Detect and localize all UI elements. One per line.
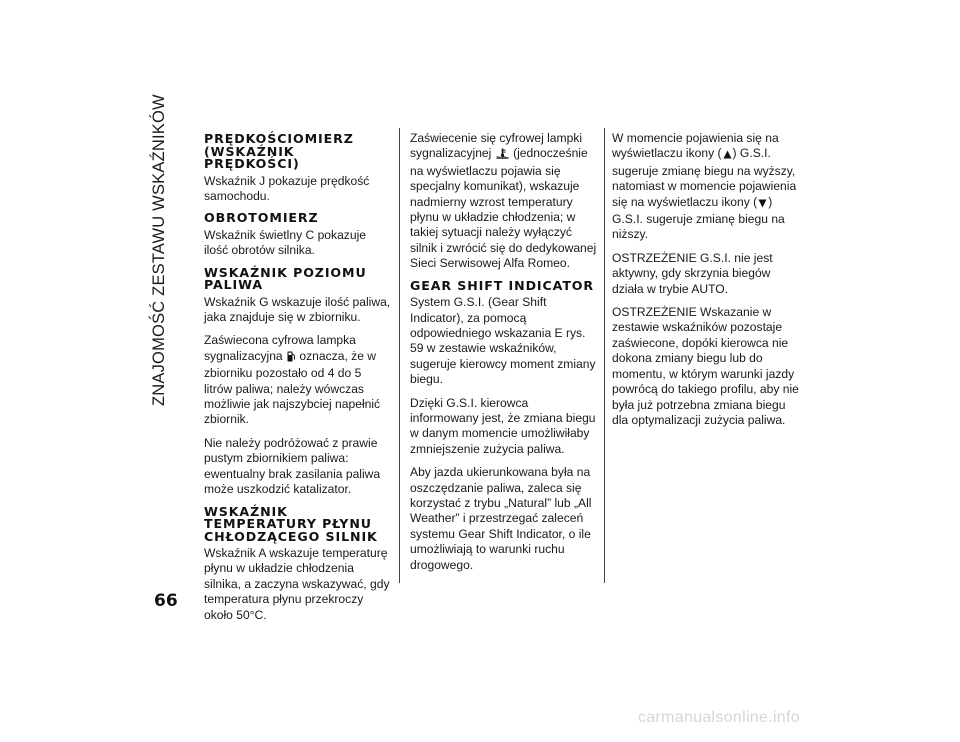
paragraph: Dzięki G.S.I. kierowca informowany jest, że zmiana biegu w danym momencie umożliwiłaby zmniejszenie zużycia paliwa. <box>410 395 596 456</box>
heading-coolant-temperature: WSKAŹNIK TEMPERATURY PŁYNU CHŁODZĄCEGO SILNIK <box>204 503 378 544</box>
fuel-pump-icon <box>287 351 295 366</box>
heading-rev-counter: OBROTOMIERZ <box>204 210 319 226</box>
paragraph <box>612 131 802 243</box>
coolant-temperature-icon <box>496 148 509 163</box>
text-run: W momencie pojawienia się na wyświetlaczu ikony ( <box>612 131 779 161</box>
paragraph: Aby jazda ukierunkowana była na oszczędzanie paliwa, zaleca się korzystać z trybu „Natural” lub „All Weather” i przestrzegać zaleceń systemu Gear Shift Indicator, o ile umożliwiają to warunki ruchu drogowego. <box>410 465 592 572</box>
column-2 <box>410 131 598 581</box>
column-1 <box>204 131 391 631</box>
heading-gear-shift-indicator: GEAR SHIFT INDICATOR <box>410 277 595 293</box>
column-divider <box>399 128 400 583</box>
chapter-title-text: ZNAJOMOŚĆ ZESTAWU WSKAŹNIKÓW <box>150 94 168 406</box>
paragraph: System G.S.I. (Gear Shift Indicator), za pomocą odpowiedniego wskazania E rys. 59 w zestawie wskaźników, sugeruje kierowcy moment zmiany biegu. <box>410 295 596 387</box>
text-run: Zaświecona cyfrowa lampka sygnalizacyjna <box>204 333 356 363</box>
heading-fuel-gauge: WSKAŹNIK POZIOMU PALIWA <box>204 264 367 293</box>
shift-down-arrow-icon <box>758 197 767 212</box>
shift-up-arrow-icon <box>723 148 732 163</box>
paragraph <box>204 333 391 427</box>
paragraph: OSTRZEŻENIE Wskazanie w zestawie wskaźników pozostaje zaświecone, dopóki kierowca nie dokona zmiany biegu lub do momentu, w którym warunki jazdy powrócą do takiego profilu, aby nie była już potrzebna zmiana biegu dla optymalizacji zużycia paliwa. <box>612 305 799 427</box>
text-run: ) G.S.I. sugeruje zmianę biegu na niższy. <box>612 194 785 242</box>
column-3 <box>612 131 802 436</box>
paragraph: Wskaźnik świetlny C pokazuje ilość obrotów silnika. <box>204 227 366 258</box>
text-run: ) G.S.I. sugeruje zmianę biegu na wyższy, natomiast w momencie pojawienia się na wyświetlaczu ikony ( <box>612 146 797 209</box>
paragraph: Nie należy podróżować z prawie pustym zbiornikiem paliwa: ewentualny brak zasilania paliwa może uszkodzić katalizator. <box>204 435 381 497</box>
paragraph: OSTRZEŻENIE G.S.I. nie jest aktywny, gdy skrzynia biegów działa w trybie AUTO. <box>612 250 773 296</box>
paragraph: Wskaźnik J pokazuje prędkość samochodu. <box>204 173 370 203</box>
text-run: Zaświecenie się cyfrowej lampki sygnalizacyjnej <box>410 131 583 161</box>
column-divider <box>604 128 605 583</box>
paragraph <box>410 131 598 272</box>
watermark: carmanualsonline.info <box>638 709 800 726</box>
page-number: 66 <box>154 591 178 611</box>
text-run: (jednocześnie na wyświetlaczu pojawia się specjalny komunikat), wskazuje nadmierny wzrost temperatury płynu w układzie chłodzenia; w takiej sytuacji należy wyłączyć silnik i zwrócić się do dedykowanej Sieci Serwisowej Alfa Romeo. <box>410 146 597 271</box>
paragraph: Wskaźnik A wskazuje temperaturę płynu w układzie chłodzenia silnika, a zaczyna wskazywać, gdy temperatura płynu przekroczy około 50°C. <box>204 546 390 622</box>
text-run: oznacza, że w zbiorniku pozostało od 4 do 5 litrów paliwa; należy wówczas możliwie jak najszybciej napełnić zbiornik. <box>204 348 381 427</box>
heading-speedometer: PRĘDKOŚCIOMIERZ (WSKAŹNIK PRĘDKOŚCI) <box>204 131 354 171</box>
paragraph: Wskaźnik G wskazuje ilość paliwa, jaka znajduje się w zbiorniku. <box>204 294 391 325</box>
